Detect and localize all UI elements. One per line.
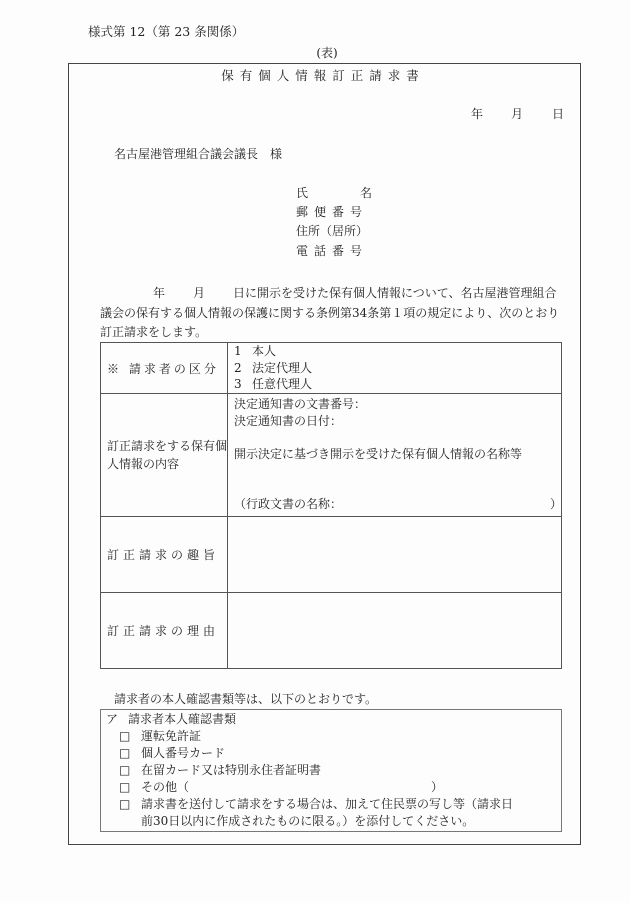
requester-postal-field[interactable]: 郵便番号	[296, 205, 369, 219]
admin-doc-name-field[interactable]: （行政文書の名称： ）	[234, 497, 562, 511]
addressee	[114, 145, 282, 162]
statement-text: 日に開示を受けた保有個人情報について、名古屋港管理組合議会の保有する個人情報の保護に関する条例第34条第１項の規定により、次のとおり訂正請求をします。	[100, 286, 560, 339]
table-row-content	[101, 394, 562, 517]
checkbox-icon[interactable]: □	[119, 797, 131, 811]
table-row-category	[101, 343, 562, 394]
checkbox-icon[interactable]: □	[119, 763, 131, 777]
id-item-other[interactable]: □ その他（ ）	[119, 780, 444, 794]
category-options	[228, 343, 562, 394]
id-item-residence-card[interactable]: □ 在留カード又は特別永住者証明書	[119, 763, 322, 777]
purpose-input[interactable]	[228, 517, 562, 593]
date-month-field[interactable]: 月	[511, 107, 524, 121]
page-side-label: (表)	[316, 46, 338, 60]
id-item-drivers-license[interactable]: □ 運転免許証	[119, 729, 202, 743]
reason-input[interactable]	[228, 593, 562, 669]
document-title: 保有個人情報訂正請求書	[221, 68, 425, 83]
content-value-cell[interactable]	[228, 394, 562, 517]
content-label: 訂正請求をする保有個人情報の内容	[101, 394, 228, 517]
identity-heading: ア 請求者本人確認書類	[106, 712, 237, 726]
date-day-field[interactable]: 日	[552, 107, 565, 121]
name-label-b: 名	[359, 186, 372, 200]
id-item-mail-request[interactable]: □ 請求書を送付して請求をする場合は、加えて住民票の写し等（請求日	[119, 797, 514, 811]
doc-number-field[interactable]: 決定通知書の文書番号：	[234, 397, 367, 411]
category-label: ※ 請求者の区分	[101, 343, 228, 394]
category-option-self[interactable]: 1 本人	[234, 344, 277, 359]
reason-label: 訂正請求の理由	[101, 593, 228, 669]
info-name-label: 開示決定に基づき開示を受けた保有個人情報の名称等	[234, 447, 523, 461]
mail-request-continuation: 前30日以内に作成されたものに限る。）を添付してください。	[141, 814, 475, 828]
identity-documents-box	[100, 709, 562, 832]
requester-address-field[interactable]: 住所（居所）	[296, 224, 369, 238]
id-item-my-number-card[interactable]: □ 個人番号カード	[119, 746, 226, 760]
form-reference: 様式第 12（第 23 条関係）	[88, 24, 245, 39]
category-option-voluntary-agent[interactable]: 3 任意代理人	[234, 377, 313, 392]
table-row-reason	[101, 593, 562, 669]
date-year-field[interactable]: 年	[471, 107, 484, 121]
statement-month[interactable]: 月	[193, 286, 206, 300]
statement-year[interactable]: 年	[153, 286, 166, 300]
identity-intro: 請求者の本人確認書類等は、以下のとおりです。	[114, 692, 378, 706]
name-label-a: 氏	[296, 186, 309, 200]
requester-phone-field[interactable]: 電話番号	[296, 244, 369, 258]
requester-name-field[interactable]	[296, 184, 372, 201]
addressee-honorific: 様	[270, 147, 283, 161]
checkbox-icon[interactable]: □	[119, 746, 131, 760]
table-row-purpose	[101, 517, 562, 593]
checkbox-icon[interactable]: □	[119, 729, 131, 743]
doc-date-field[interactable]: 決定通知書の日付：	[234, 414, 343, 428]
addressee-name: 名古屋港管理組合議会議長	[114, 147, 259, 161]
request-statement	[100, 284, 562, 343]
checkbox-icon[interactable]: □	[119, 780, 131, 794]
category-option-legal-agent[interactable]: 2 法定代理人	[234, 360, 313, 375]
purpose-label: 訂正請求の趣旨	[101, 517, 228, 593]
request-details-table	[100, 342, 562, 669]
